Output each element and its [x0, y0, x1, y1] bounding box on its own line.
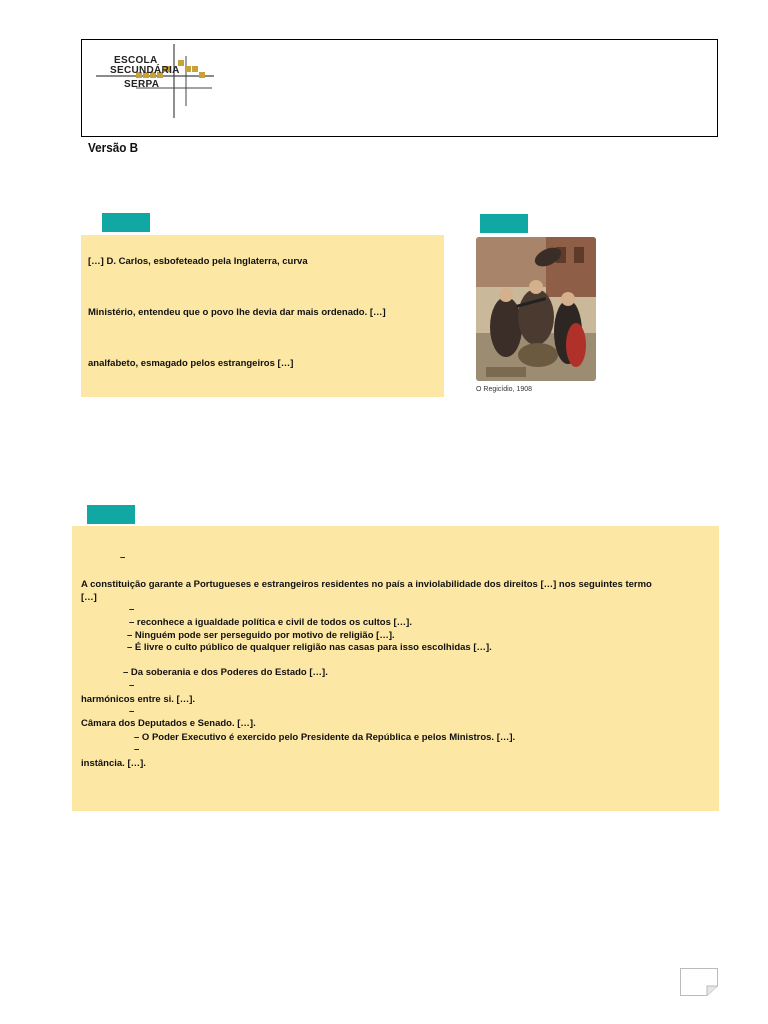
regicide-illustration: [476, 237, 596, 381]
doc1-line-2: Ministério, entendeu que o povo lhe devia dar mais ordenado. […]: [88, 307, 386, 318]
doc1-box: [81, 235, 444, 397]
logo-line-serpa: SERPA: [124, 79, 160, 90]
doc3-line-4: –: [129, 604, 135, 615]
doc3-line-1: –: [120, 552, 126, 563]
doc3-line-6: – Ninguém pode ser perseguido por motivo de religião […].: [127, 630, 395, 641]
doc3-box: [72, 526, 719, 811]
doc1-line-1: […] D. Carlos, esbofeteado pela Inglaterra, curva: [88, 256, 308, 267]
doc1-tag: [102, 213, 150, 232]
doc3-line-9: –: [129, 680, 135, 691]
doc3-line-13: – O Poder Executivo é exercido pelo Presidente da República e pelos Ministros. […].: [134, 732, 516, 743]
header-frame: [81, 39, 718, 137]
logo-line-secundaria: SECUNDÁRIA: [110, 65, 180, 76]
regicide-picture: [476, 237, 596, 381]
doc3-line-11: –: [129, 706, 135, 717]
school-logo: [96, 42, 216, 120]
doc3-line-8: – Da soberania e dos Poderes do Estado […].: [123, 667, 328, 678]
image-caption: O Regicídio, 1908: [476, 386, 533, 393]
doc3-line-15: instância. […].: [81, 758, 146, 769]
page-curl-icon: [680, 968, 718, 996]
doc3-tag: [87, 505, 135, 524]
doc3-line-7: – É livre o culto público de qualquer religião nas casas para isso escolhidas […].: [127, 642, 492, 653]
doc3-line-2: A constituição garante a Portugueses e estrangeiros residentes no país a inviolabilidade dos direitos […] nos seguintes termo: [81, 579, 652, 590]
doc3-line-12: Câmara dos Deputados e Senado. […].: [81, 718, 256, 729]
doc3-line-14: –: [134, 744, 140, 755]
version-label: Versão B: [88, 140, 139, 155]
doc3-line-5: – reconhece a igualdade política e civil de todos os cultos […].: [129, 617, 412, 628]
doc3-line-3: […]: [81, 592, 97, 603]
doc3-line-10: harmónicos entre si. […].: [81, 694, 196, 705]
doc2-tag: [480, 214, 528, 233]
logo-line-escola: ESCOLA: [114, 55, 158, 66]
doc1-line-3: analfabeto, esmagado pelos estrangeiros […]: [88, 358, 294, 369]
